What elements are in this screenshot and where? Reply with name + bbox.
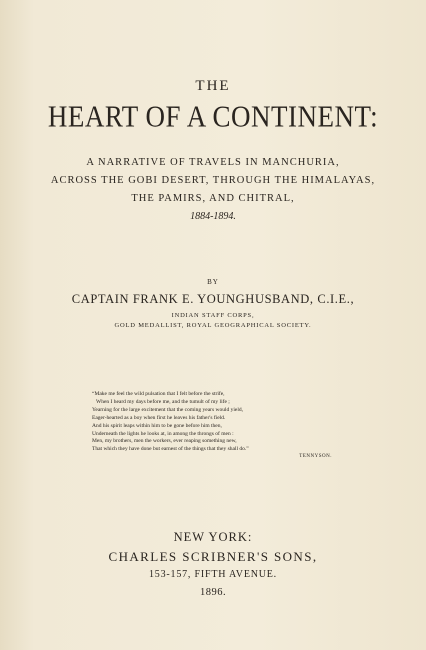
imprint-city: NEW YORK: xyxy=(173,530,253,544)
epigraph-attribution: TENNYSON. xyxy=(299,454,332,460)
epigraph-line: And his spirit leaps within him to be gone before him then, xyxy=(92,422,222,429)
epigraph-line: That which they have done but earnest of the things that they shall do.” xyxy=(92,446,249,453)
epigraph-line: Underneath the lights he looks at, in among the throngs of men : xyxy=(92,430,234,437)
epigraph-line: Men, my brothers, men the workers, ever reaping something new, xyxy=(92,438,237,445)
epigraph-line: Yearning for the large excitement that the coming years would yield, xyxy=(92,406,244,413)
epigraph-line: Eager-hearted as a boy when first he leaves his father's field. xyxy=(92,414,226,421)
epigraph xyxy=(92,391,336,461)
by-label: BY xyxy=(207,278,219,286)
date-range: 1884-1894. xyxy=(190,211,236,222)
author-affiliation-2: GOLD MEDALLIST, ROYAL GEOGRAPHICAL SOCIETY. xyxy=(114,322,312,329)
subtitle-line-2: ACROSS THE GOBI DESERT, THROUGH THE HIMALAYAS, xyxy=(50,175,376,186)
imprint-year: 1896. xyxy=(199,587,227,598)
author-affiliation-1: INDIAN STAFF CORPS, xyxy=(171,312,255,319)
imprint-publisher: CHARLES SCRIBNER'S SONS, xyxy=(108,549,318,564)
subtitle-line-3: THE PAMIRS, AND CHITRAL, xyxy=(131,193,295,204)
book-title: HEART OF A CONTINENT: xyxy=(47,98,379,134)
imprint-address: 153-157, FIFTH AVENUE. xyxy=(149,569,277,580)
subtitle-line-1: A NARRATIVE OF TRAVELS IN MANCHURIA, xyxy=(86,157,340,168)
author-name: CAPTAIN FRANK E. YOUNGHUSBAND, C.I.E., xyxy=(71,292,355,306)
title-article: THE xyxy=(195,78,231,94)
epigraph-line: “Make me feel the wild pulsation that I felt before the strife, xyxy=(92,391,225,397)
epigraph-line: When I heard my days before me, and the tumult of my life ; xyxy=(96,398,230,405)
